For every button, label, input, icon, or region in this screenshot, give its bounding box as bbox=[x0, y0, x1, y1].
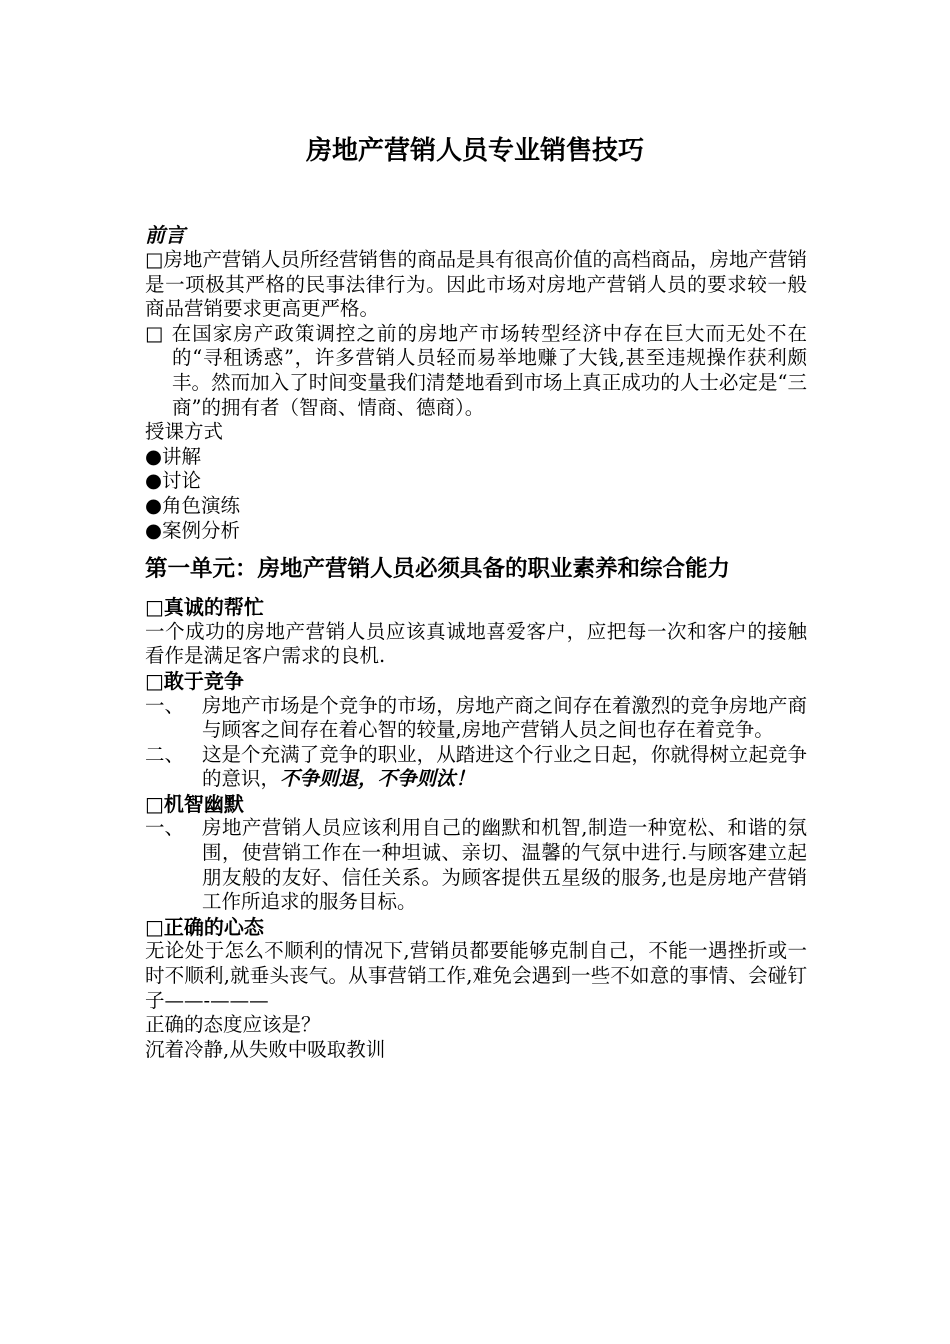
section-heading-wit-humor: □机智幽默 bbox=[145, 791, 244, 816]
list-item-text: 房地产市场是个竞争的市场，房地产商之间存在着激烈的竞争房地产商与顾客之间存在着心智的较量,房地产营销人员之间也存在着竞争。 bbox=[202, 693, 807, 742]
preface-paragraph-2: □ 在国家房产政策调控之前的房地产市场转型经济中存在巨大而无处不在的“寻租诱惑”，许多营销人员轻而易举地赚了大钱,甚至违规操作获利颇丰。然而加入了时间变量我们清楚地看到市场上真正成功的人士必定是“三商”的拥有者（智商、情商、德商）。 bbox=[145, 321, 807, 419]
question-line: 正确的态度应该是？ bbox=[145, 1013, 321, 1037]
emphasis-slogan: 不争则退，不争则汰！ bbox=[280, 767, 476, 791]
list-item bbox=[145, 743, 807, 792]
list-item bbox=[145, 694, 807, 743]
method-item: ●角色演练 bbox=[145, 493, 241, 517]
section-heading-sincere-help: □真诚的帮忙 bbox=[145, 595, 264, 620]
section-heading-right-attitude: □正确的心态 bbox=[145, 914, 264, 939]
list-item-text: 这是个充满了竞争的职业，从踏进这个行业之日起，你就得树立起竞争的意识， bbox=[202, 742, 807, 791]
list-item-number: 一、 bbox=[145, 816, 185, 840]
list-item-text: 房地产营销人员应该利用自己的幽默和机智,制造一种宽松、和谐的氛围，使营销工作在一种坦诚、亲切、温馨的气氛中进行.与顾客建立起朋友般的友好、信任关系。为顾客提供五星级的服务,也是房地产营销工作所追求的服务目标。 bbox=[202, 816, 807, 914]
preface-heading: 前言 bbox=[145, 223, 185, 247]
method-item: ●讲解 bbox=[145, 444, 202, 468]
document-body bbox=[145, 222, 807, 1062]
unit1-heading: 第一单元：房地产营销人员必须具备的职业素养和综合能力 bbox=[145, 556, 731, 583]
list-item-number: 一、 bbox=[145, 693, 185, 717]
answer-line: 沉着冷静,从失败中吸取教训 bbox=[145, 1037, 386, 1061]
method-item: ●案例分析 bbox=[145, 518, 241, 542]
section-text-sincere-help: 一个成功的房地产营销人员应该真诚地喜爱客户，应把每一次和客户的接触看作是满足客户需求的良机. bbox=[145, 619, 807, 668]
list-item-text-wrapper bbox=[202, 743, 807, 792]
section-heading-compete: □敢于竞争 bbox=[145, 668, 244, 693]
document-title: 房地产营销人员专业销售技巧 bbox=[305, 136, 644, 166]
section-text-right-attitude: 无论处于怎么不顺利的情况下,营销员都要能够克制自己，不能一遇挫折或一时不顺利,就垂头丧气。从事营销工作,难免会遇到一些不如意的事情、会碰钉子——-——— bbox=[145, 939, 807, 1012]
preface-paragraph-1: □房地产营销人员所经营销售的商品是具有很高价值的高档商品，房地产营销是一项极其严格的民事法律行为。因此市场对房地产营销人员的要求较一般商品营销要求更高更严格。 bbox=[145, 248, 807, 321]
list-item-number: 二、 bbox=[145, 742, 185, 766]
methods-heading: 授课方式 bbox=[145, 420, 224, 444]
method-item: ●讨论 bbox=[145, 469, 202, 493]
list-item bbox=[145, 816, 807, 914]
